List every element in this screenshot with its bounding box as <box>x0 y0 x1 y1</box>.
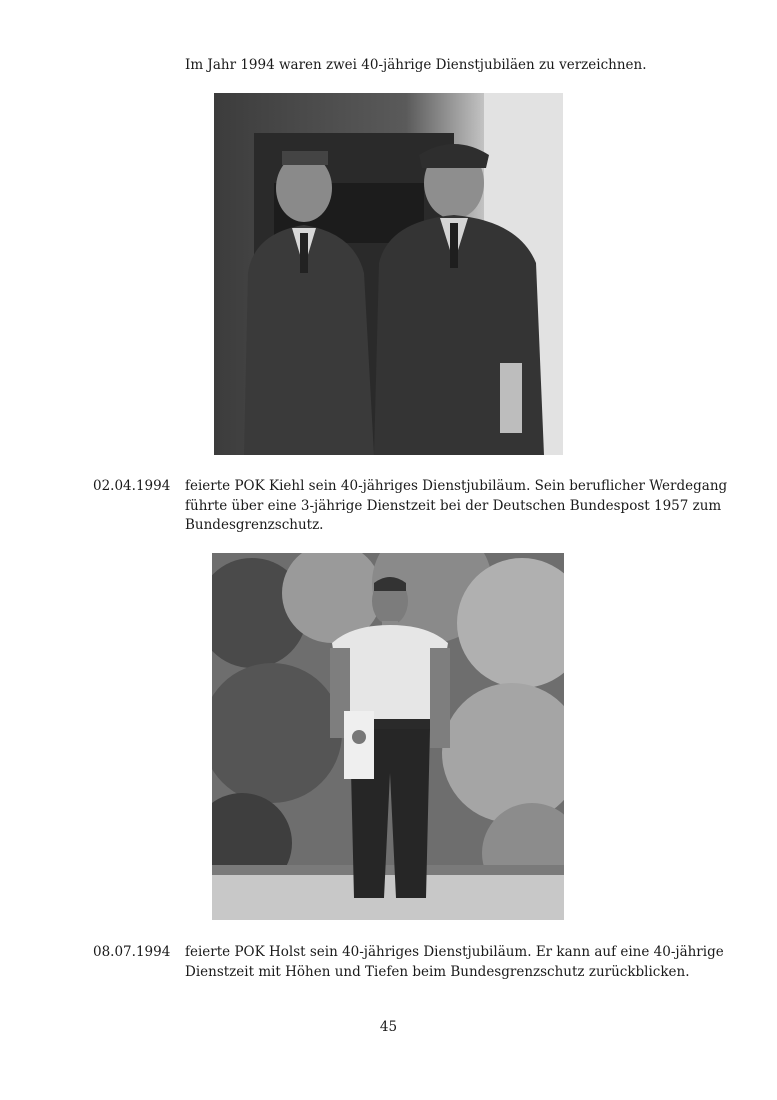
entry-date: 02.04.1994 <box>93 478 171 494</box>
entry-text-line: feierte POK Holst sein 40-jähriges Dienstjubiläum. Er kann auf eine 40-jährige <box>185 944 724 960</box>
photo-two-officers <box>214 93 563 455</box>
entry-date: 08.07.1994 <box>93 944 171 960</box>
intro-paragraph: Im Jahr 1994 waren zwei 40-jährige Dienstjubiläen zu verzeichnen. <box>185 57 647 73</box>
entry-text-line: feierte POK Kiehl sein 40-jähriges Dienstjubiläum. Sein beruflicher Werdegang <box>185 478 728 494</box>
entry-text-line: führte über eine 3-jährige Dienstzeit bei der Deutschen Bundespost 1957 zum <box>185 497 722 514</box>
page-number: 45 <box>379 1019 398 1035</box>
photo-officer-with-certificate <box>212 553 564 920</box>
entry-text <box>185 943 724 982</box>
entry-text-line: Bundesgrenzschutz. <box>185 517 324 533</box>
entry-text-line: Dienstzeit mit Höhen und Tiefen beim Bundesgrenzschutz zurückblicken. <box>185 963 690 980</box>
entry-text <box>185 477 728 536</box>
